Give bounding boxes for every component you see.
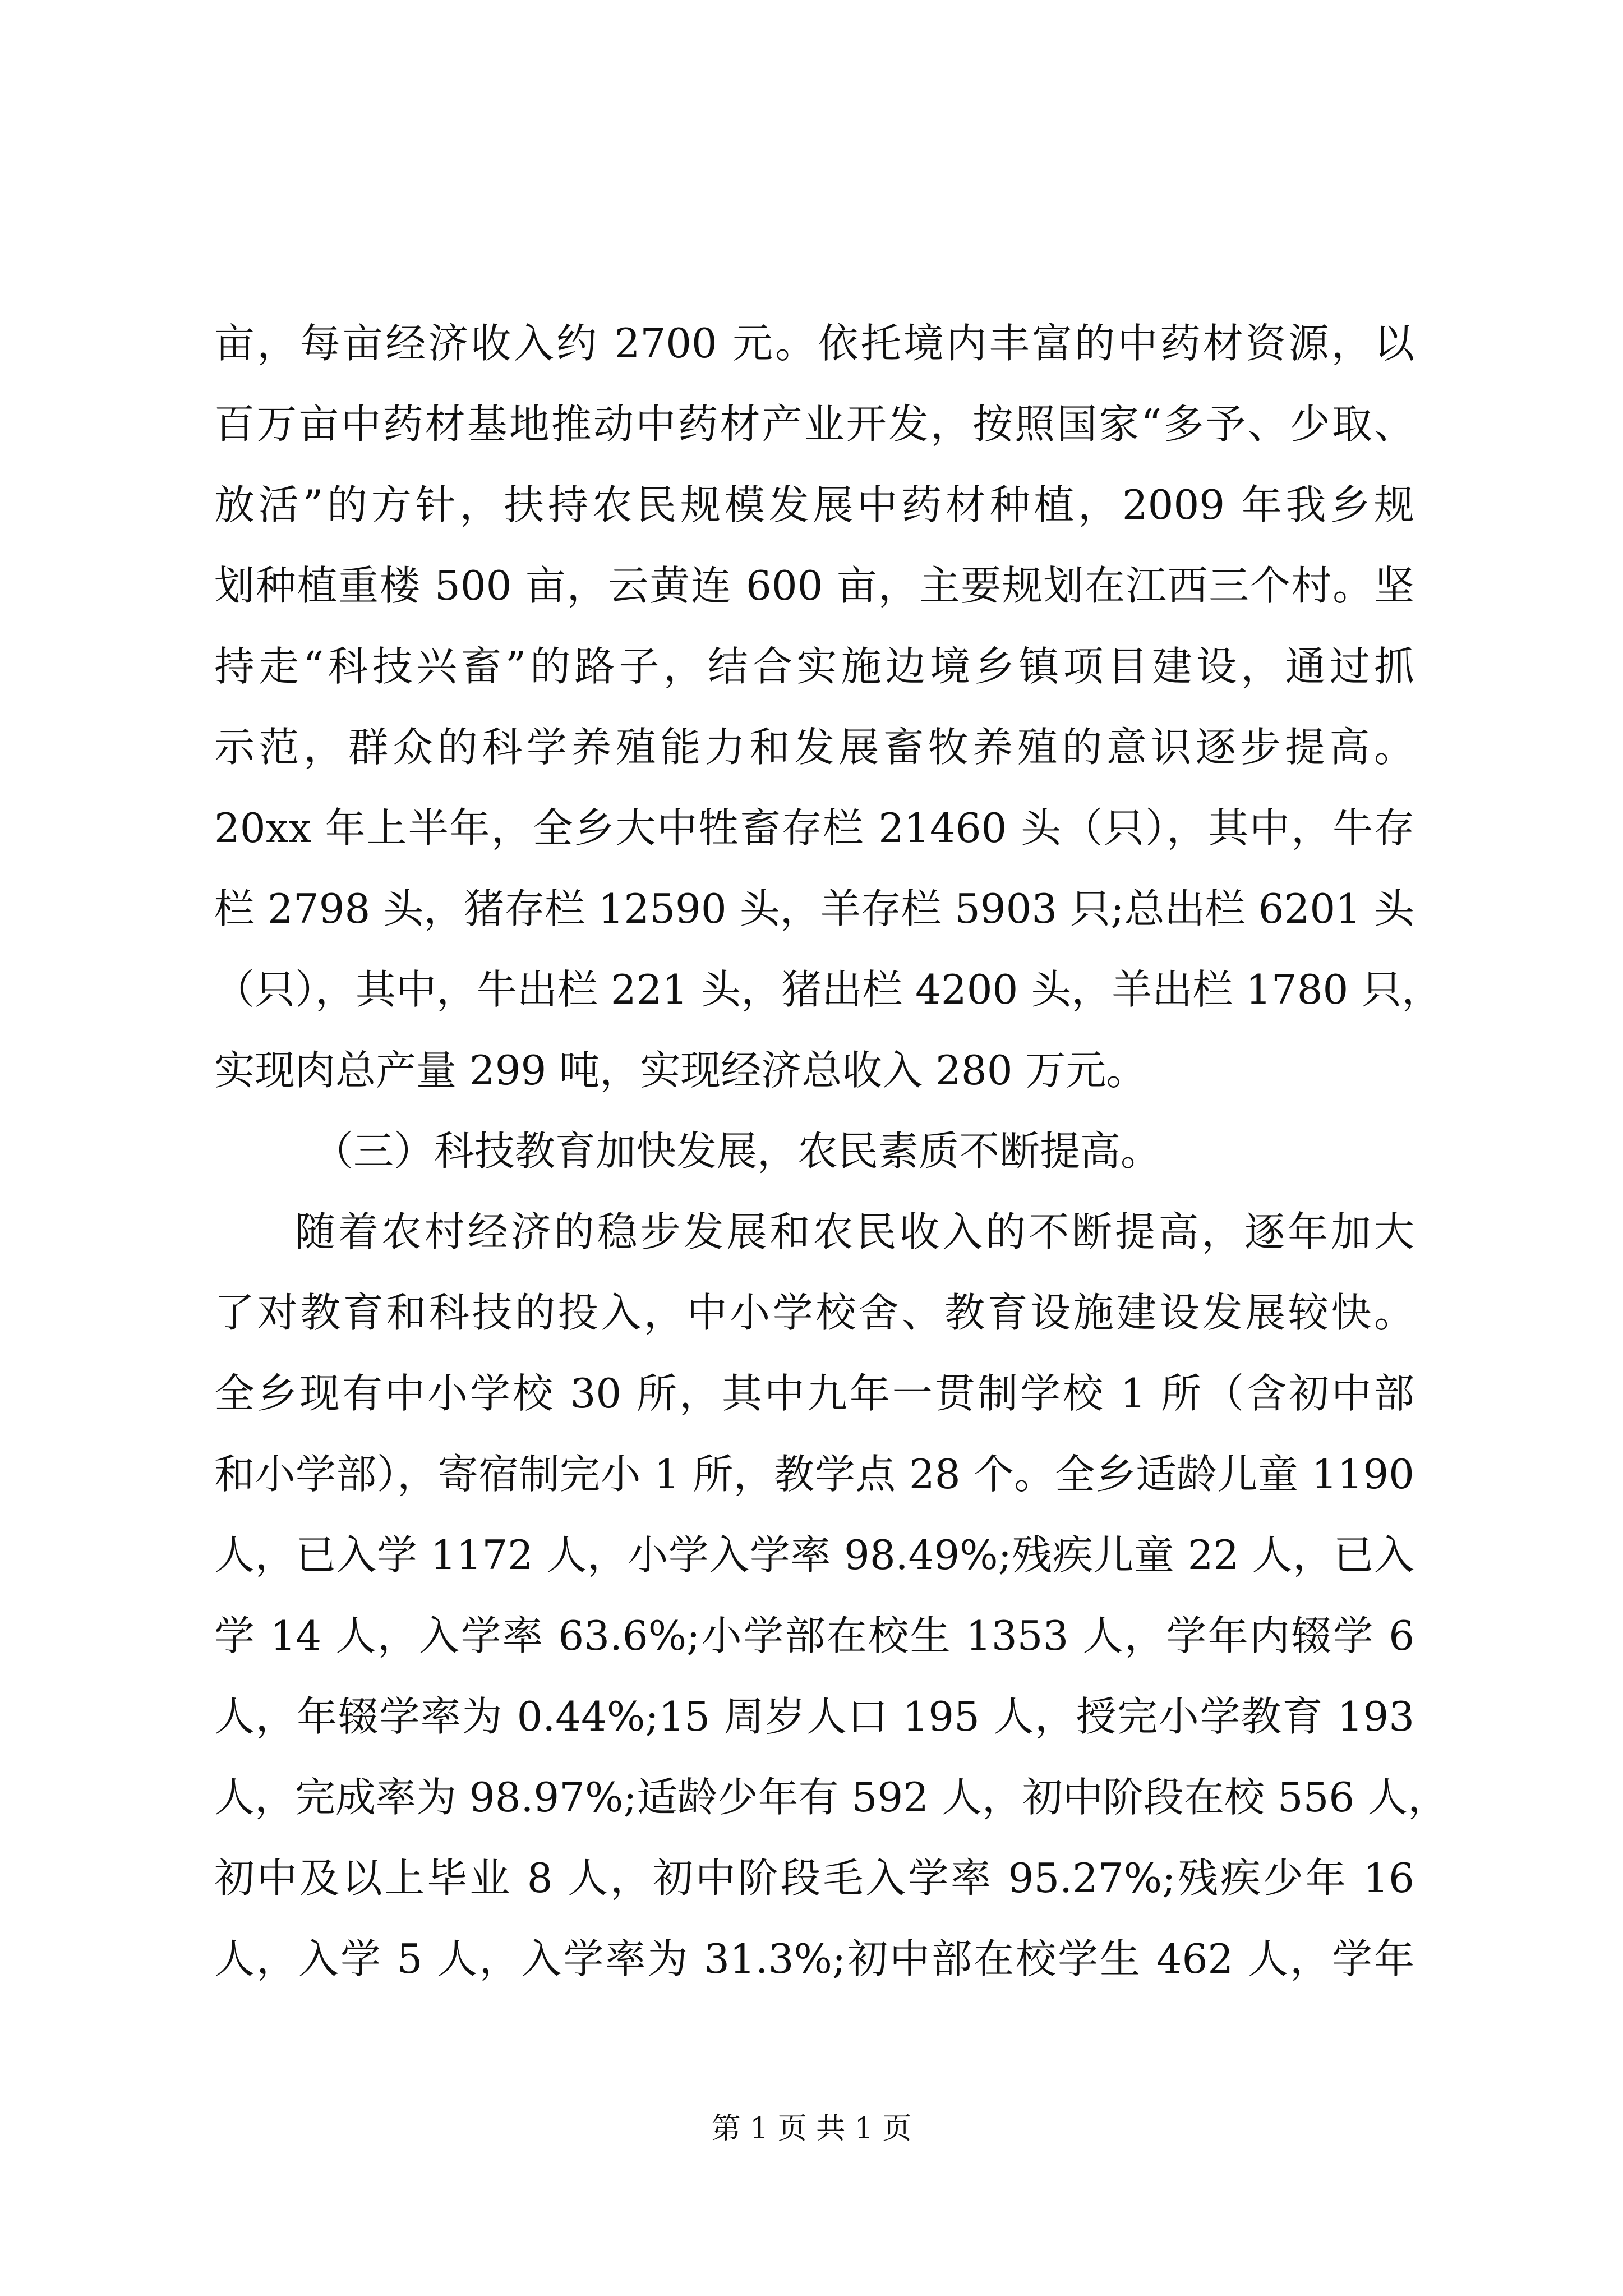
text-line: 百万亩中药材基地推动中药材产业开发，按照国家“多予、少取、 [214,401,1414,448]
text-line: （只），其中，牛出栏 221 头，猪出栏 4200 头，羊出栏 1780 只， [214,966,1442,1013]
text-line: 了对教育和科技的投入，中小学校舍、教育设施建设发展较快。 [214,1289,1414,1336]
text-line: 学 14 人，入学率 63.6%;小学部在校生 1353 人，学年内辍学 6 [214,1612,1414,1659]
section-heading: （三）科技教育加快发展，农民素质不断提高。 [313,1128,1161,1175]
text-line: 20xx 年上半年，全乡大中牲畜存栏 21460 头（只），其中，牛存 [214,804,1414,852]
text-line: 亩，每亩经济收入约 2700 元。依托境内丰富的中药材资源，以 [214,320,1414,367]
text-line: 人，年辍学率为 0.44%;15 周岁人口 195 人，授完小学教育 193 [214,1693,1414,1740]
text-line: 人，已入学 1172 人，小学入学率 98.49%;残疾儿童 22 人，已入 [214,1531,1414,1579]
text-line: 栏 2798 头，猪存栏 12590 头，羊存栏 5903 只;总出栏 6201 头 [214,885,1414,932]
text-line: 随着农村经济的稳步发展和农民收入的不断提高，逐年加大 [295,1208,1414,1255]
text-line: 放活”的方针，扶持农民规模发展中药材种植，2009 年我乡规 [214,481,1414,528]
text-line: 全乡现有中小学校 30 所，其中九年一贯制学校 1 所（含初中部 [214,1370,1414,1417]
text-line: 人，入学 5 人，入学率为 31.3%;初中部在校学生 462 人，学年 [214,1935,1414,1982]
text-line: 示范，群众的科学养殖能力和发展畜牧养殖的意识逐步提高。 [214,724,1414,771]
text-line: 划种植重楼 500 亩，云黄连 600 亩，主要规划在江西三个村。坚 [214,562,1414,609]
page-footer: 第 1 页 共 1 页 [711,2112,912,2146]
text-line: 人，完成率为 98.97%;适龄少年有 592 人，初中阶段在校 556 人， [214,1774,1449,1821]
text-line: 初中及以上毕业 8 人，初中阶段毛入学率 95.27%;残疾少年 16 [214,1855,1414,1902]
text-line: 实现肉总产量 299 吨，实现经济总收入 280 万元。 [214,1047,1147,1094]
text-line: 持走“科技兴畜”的路子，结合实施边境乡镇项目建设，通过抓 [214,643,1414,690]
document-body [214,303,1449,1999]
text-line: 和小学部），寄宿制完小 1 所，教学点 28 个。全乡适龄儿童 1190 [214,1451,1414,1498]
